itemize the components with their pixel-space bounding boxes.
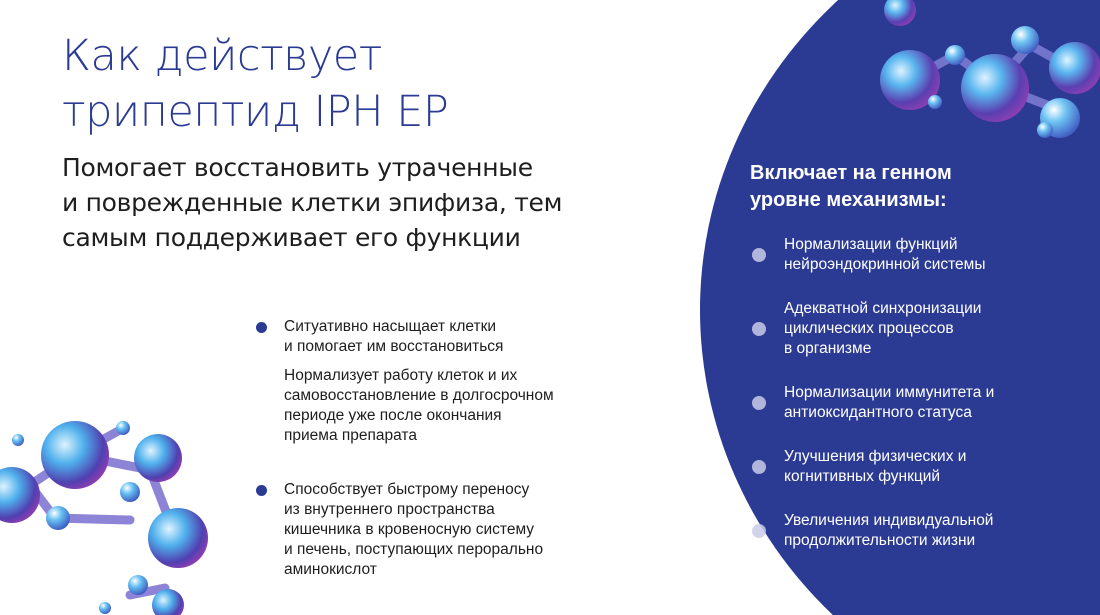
- list-item-line: аминокислот: [284, 561, 377, 578]
- title-line: Как действует: [62, 31, 382, 81]
- list-item-line: кишечника в кровеносную систему: [284, 521, 535, 538]
- mechanism-item: [752, 447, 1082, 487]
- mechanism-line: Улучшения физических и: [784, 448, 967, 465]
- list-item: [256, 480, 586, 580]
- right-panel-heading: [750, 160, 952, 214]
- mechanism-line: Нормализации иммунитета и: [784, 384, 995, 401]
- mechanism-line: когнитивных функций: [784, 468, 941, 485]
- bullet-dot-icon: [752, 396, 766, 410]
- mechanism-item: [752, 299, 1082, 359]
- list-item-line: и печень, поступающих перорально: [284, 541, 544, 558]
- list-item-line: Ситуативно насыщает клетки: [284, 318, 497, 335]
- bullet-dot-icon: [752, 460, 766, 474]
- bullet-dot-icon: [752, 248, 766, 262]
- mechanism-line: циклических процессов: [784, 320, 954, 337]
- page-title: [62, 28, 448, 140]
- molecule-cluster-top-right-icon: [860, 0, 1100, 150]
- list-item-line: периоде уже после окончания: [284, 407, 502, 424]
- subtitle-line: и поврежденные клетки эпифиза, тем: [62, 188, 563, 217]
- mechanism-line: Адекватной синхронизации: [784, 300, 982, 317]
- mechanism-item: [752, 235, 1082, 275]
- list-item: [256, 317, 586, 446]
- bullet-dot-icon: [256, 322, 267, 333]
- mechanism-line: продолжительности жизни: [784, 532, 976, 549]
- list-item-line: из внутреннего пространства: [284, 501, 495, 518]
- subtitle-line: самым поддерживает его функции: [62, 223, 521, 252]
- bullet-dot-icon: [752, 322, 766, 336]
- subtitle-line: Помогает восстановить утраченные: [62, 153, 533, 182]
- mechanism-line: антиоксидантного статуса: [784, 404, 972, 421]
- list-item-line: приема препарата: [284, 427, 417, 444]
- mechanism-line: Увеличения индивидуальной: [784, 512, 994, 529]
- molecule-cluster-bottom-left-icon: [0, 410, 220, 615]
- heading-line: уровне механизмы:: [750, 189, 947, 211]
- bullet-dot-icon: [752, 524, 766, 538]
- list-item-line: Нормализует работу клеток и их: [284, 367, 518, 384]
- mechanism-item: [752, 383, 1082, 423]
- mechanism-item: [752, 511, 1082, 551]
- right-bullet-list: [752, 235, 1082, 551]
- mechanism-line: нейроэндокринной системы: [784, 256, 986, 273]
- list-item-text: [284, 317, 586, 357]
- heading-line: Включает на генном: [750, 162, 952, 184]
- list-item-line: Способствует быстрому переносу: [284, 481, 530, 498]
- list-item-line: и помогает им восстановиться: [284, 338, 504, 355]
- mechanism-line: Нормализации функций: [784, 236, 958, 253]
- list-item-line: самовосстановление в долгосрочном: [284, 387, 554, 404]
- mechanism-line: в организме: [784, 340, 872, 357]
- list-item-text: [284, 480, 586, 580]
- list-item-subtext: [284, 366, 586, 446]
- bullet-dot-icon: [256, 485, 267, 496]
- subtitle: [62, 150, 562, 255]
- title-line: трипептид IPH EP: [62, 87, 449, 137]
- left-bullet-list: [256, 317, 586, 580]
